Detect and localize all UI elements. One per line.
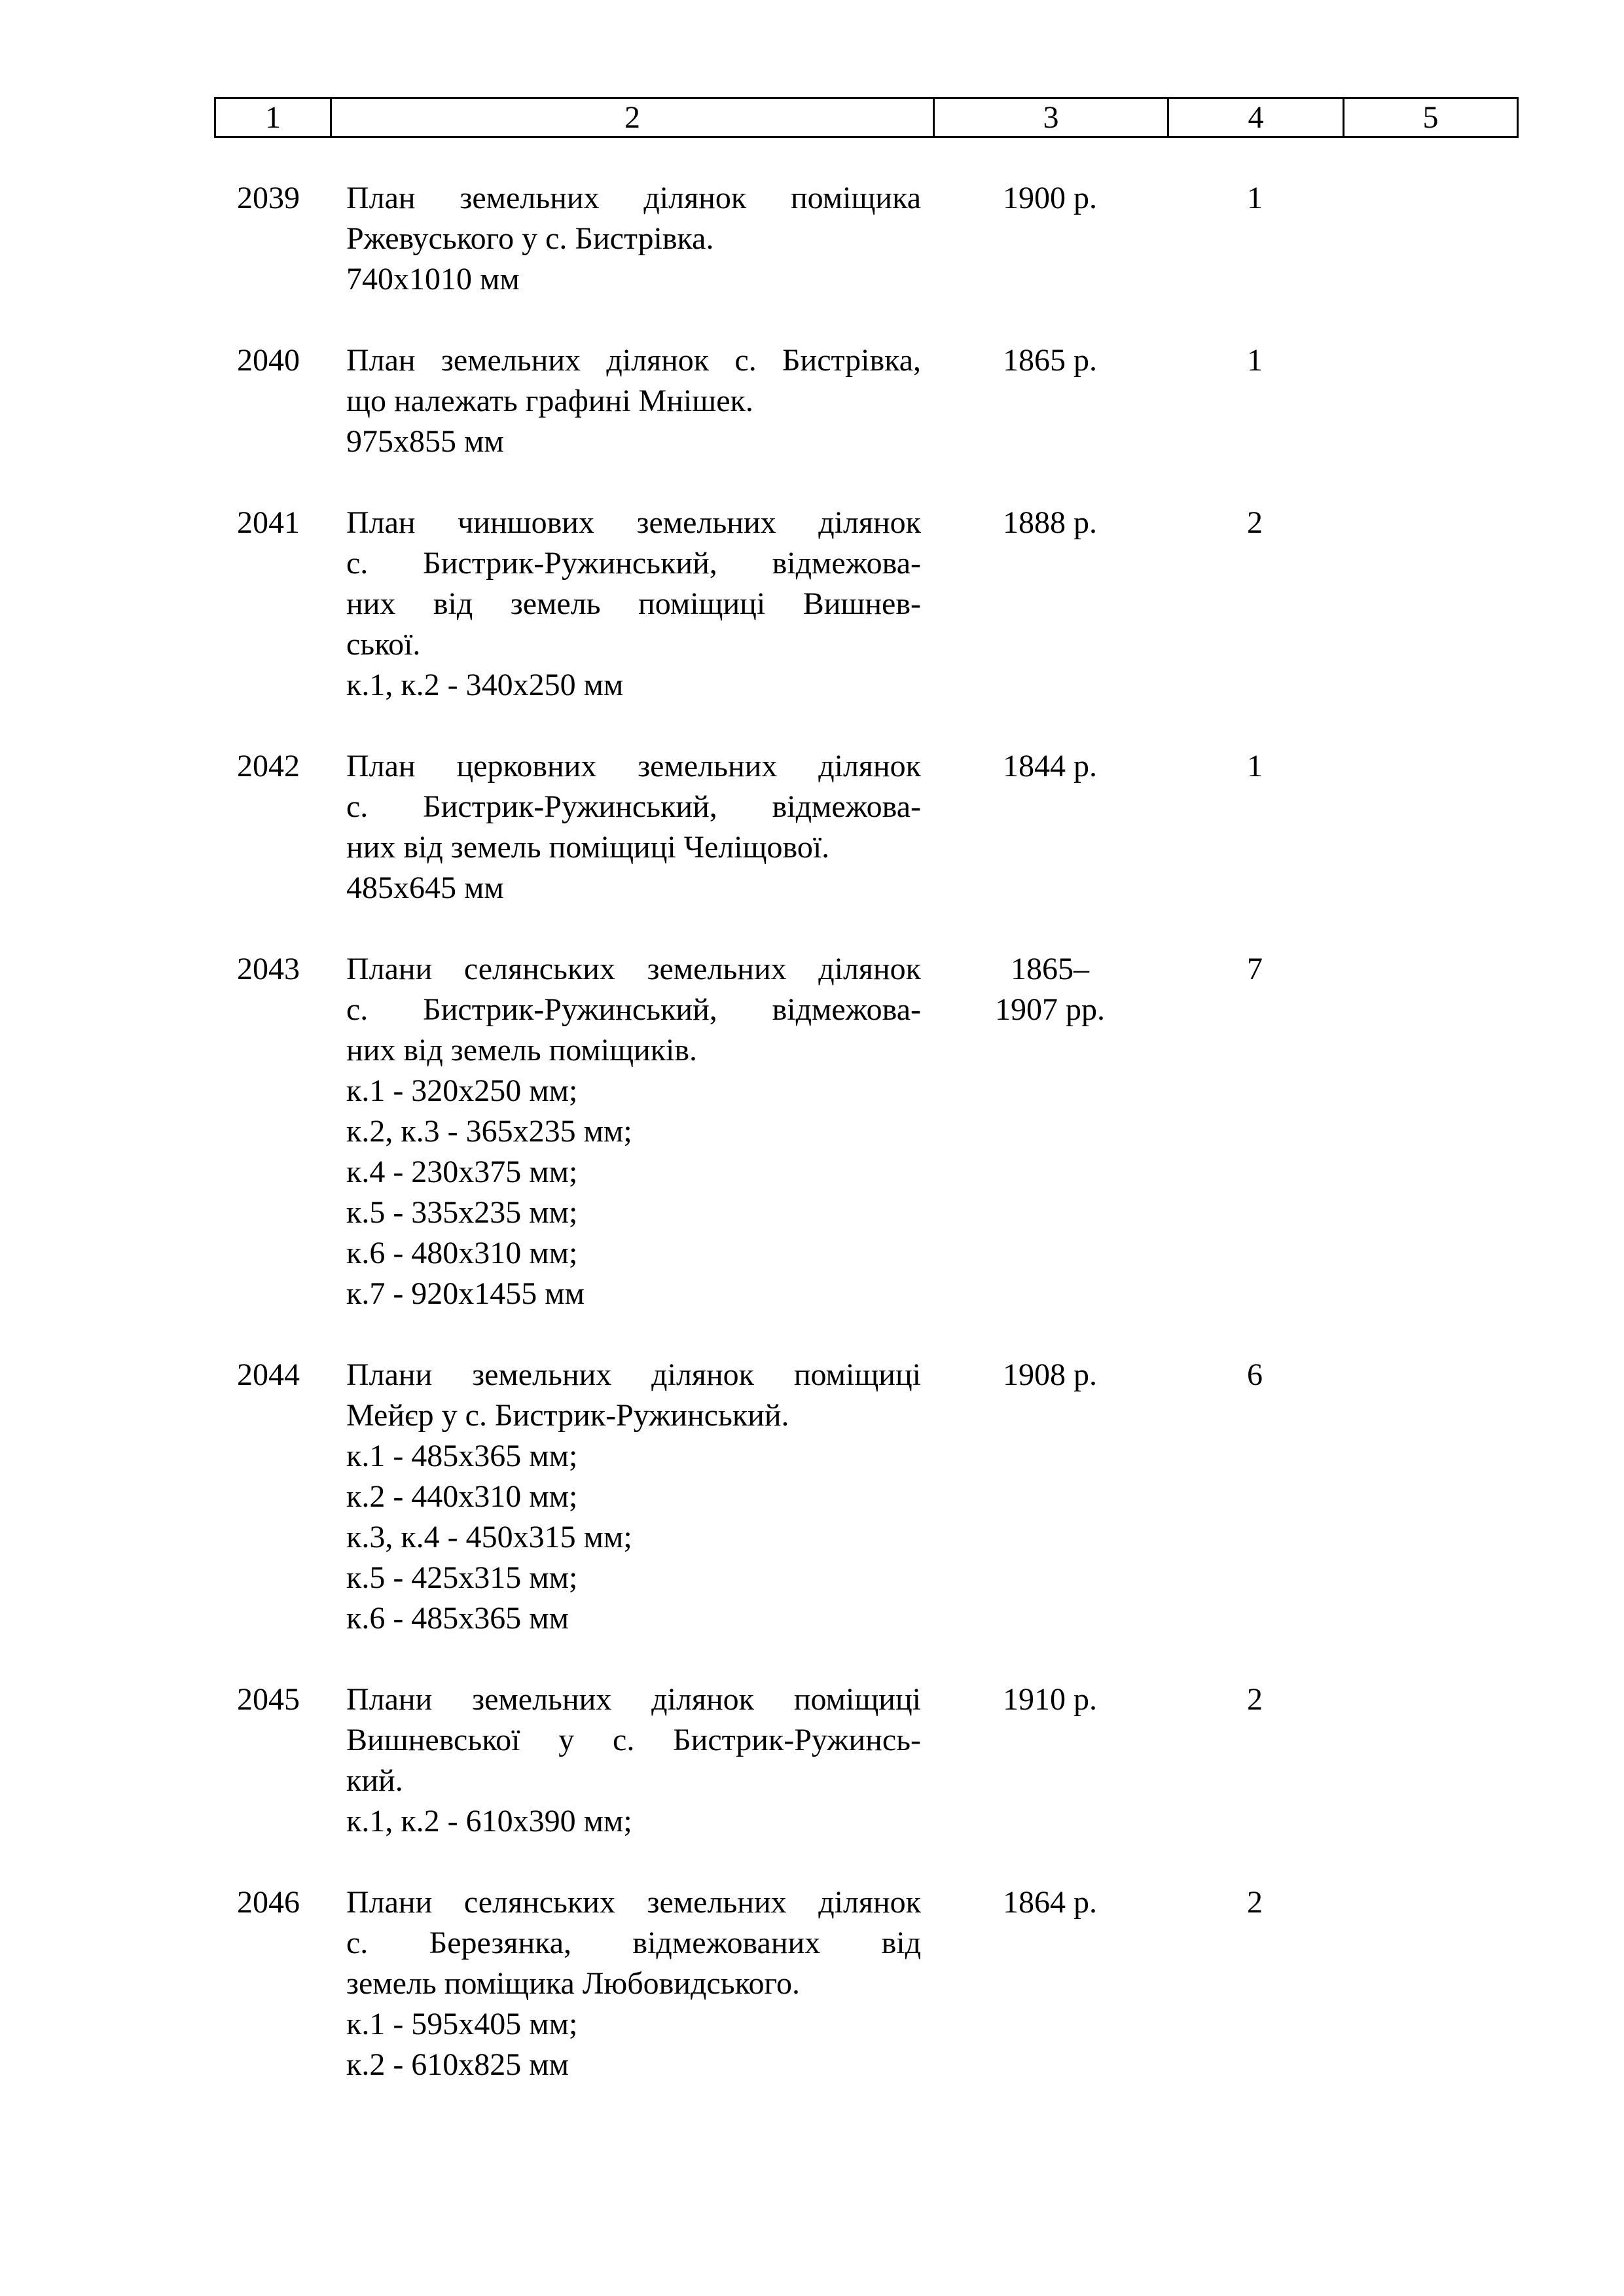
description-line: к.5 - 335х235 мм;	[346, 1195, 578, 1230]
item-notes	[1343, 178, 1519, 300]
description-line: к.1 - 485х365 мм;	[346, 1439, 578, 1473]
description-line: к.2 - 440х310 мм;	[346, 1479, 578, 1514]
date-line: 1907 рр.	[995, 992, 1105, 1027]
description-line: с. Бистрик-Ружинський, відмежова-	[346, 546, 921, 581]
item-count: 2	[1247, 1885, 1263, 1920]
date-line: 1908 р.	[1003, 1357, 1097, 1392]
item-number: 2041	[237, 505, 300, 540]
table-row	[214, 340, 1519, 462]
item-description	[330, 1355, 933, 1639]
description-line: к.6 - 485х365 мм	[346, 1601, 569, 1636]
description-line: Плани селянських земельних ділянок	[346, 1885, 921, 1920]
item-description	[330, 746, 933, 908]
item-count: 1	[1247, 749, 1263, 783]
table-row	[214, 503, 1519, 706]
date-line: 1888 р.	[1003, 505, 1097, 540]
table-row	[214, 1882, 1519, 2085]
item-date	[933, 340, 1167, 462]
description-line: них від земель поміщиків.	[346, 1033, 698, 1067]
item-description	[330, 503, 933, 706]
description-line: к.7 - 920х1455 мм	[346, 1276, 585, 1311]
item-count: 1	[1247, 181, 1263, 215]
description-line: них від земель поміщиці Челіщової.	[346, 830, 830, 865]
date-line: 1910 р.	[1003, 1682, 1097, 1717]
item-count: 6	[1247, 1357, 1263, 1392]
item-number: 2044	[237, 1357, 300, 1392]
description-line: 740х1010 мм	[346, 262, 520, 296]
description-line: земель поміщика Любовидського.	[346, 1966, 800, 2001]
item-date	[933, 746, 1167, 908]
description-line: Вишневської у с. Бистрик-Ружинсь-	[346, 1723, 921, 1757]
date-line: 1865–	[1011, 952, 1089, 986]
description-line: с. Березянка, відмежованих від	[346, 1926, 921, 1960]
date-line: 1900 р.	[1003, 181, 1097, 215]
description-line: к.1 - 595х405 мм;	[346, 2007, 578, 2041]
item-description	[330, 1679, 933, 1842]
description-line: к.6 - 480х310 мм;	[346, 1236, 578, 1270]
description-line: 975х855 мм	[346, 424, 504, 459]
description-line: с. Бистрик-Ружинський, відмежова-	[346, 992, 921, 1027]
description-line: Плани земельних ділянок поміщиці	[346, 1682, 921, 1717]
description-line: Плани земельних ділянок поміщиці	[346, 1357, 921, 1392]
item-notes	[1343, 949, 1519, 1314]
table-row	[214, 746, 1519, 908]
table-row	[214, 1355, 1519, 1639]
item-count: 2	[1247, 1682, 1263, 1717]
description-line: к.1, к.2 - 340х250 мм	[346, 668, 624, 702]
description-line: кий.	[346, 1763, 403, 1798]
description-line: к.2, к.3 - 365х235 мм;	[346, 1114, 632, 1149]
description-line: к.4 - 230х375 мм;	[346, 1155, 578, 1189]
item-date	[933, 178, 1167, 300]
table-row	[214, 949, 1519, 1314]
description-line: к.2 - 610х825 мм	[346, 2047, 569, 2082]
item-number: 2042	[237, 749, 300, 783]
table-row	[214, 178, 1519, 300]
item-description	[330, 1882, 933, 2085]
item-count: 1	[1247, 343, 1263, 378]
description-line: ської.	[346, 627, 421, 662]
item-notes	[1343, 1679, 1519, 1842]
description-line: к.5 - 425х315 мм;	[346, 1560, 578, 1595]
item-number: 2039	[237, 181, 300, 215]
item-number: 2045	[237, 1682, 300, 1717]
item-number: 2046	[237, 1885, 300, 1920]
header-cell-1: 1	[216, 99, 332, 136]
table-row	[214, 1679, 1519, 1842]
item-notes	[1343, 503, 1519, 706]
item-description	[330, 949, 933, 1314]
item-description	[330, 340, 933, 462]
item-notes	[1343, 746, 1519, 908]
item-date	[933, 1355, 1167, 1639]
item-date	[933, 1882, 1167, 2085]
description-line: План чиншових земельних ділянок	[346, 505, 921, 540]
item-date	[933, 949, 1167, 1314]
description-line: к.1 - 320х250 мм;	[346, 1073, 578, 1108]
description-line: 485х645 мм	[346, 870, 504, 905]
description-line: к.3, к.4 - 450х315 мм;	[346, 1520, 632, 1554]
item-count: 7	[1247, 952, 1263, 986]
item-count: 2	[1247, 505, 1263, 540]
table-header	[214, 97, 1519, 138]
item-description	[330, 178, 933, 300]
description-line: План земельних ділянок с. Бистрівка,	[346, 343, 921, 378]
description-line: к.1, к.2 - 610х390 мм;	[346, 1804, 632, 1839]
header-cell-2: 2	[332, 99, 935, 136]
description-line: Плани селянських земельних ділянок	[346, 952, 921, 986]
table-body	[214, 178, 1519, 2126]
header-cell-5: 5	[1422, 100, 1439, 135]
date-line: 1844 р.	[1003, 749, 1097, 783]
item-notes	[1343, 340, 1519, 462]
description-line: них від земель поміщиці Вишнев-	[346, 586, 921, 621]
item-date	[933, 503, 1167, 706]
item-date	[933, 1679, 1167, 1842]
description-line: Мейєр у с. Бистрик-Ружинський.	[346, 1398, 789, 1433]
description-line: с. Бистрик-Ружинський, відмежова-	[346, 789, 921, 824]
description-line: що належать графині Мнішек.	[346, 384, 753, 418]
item-notes	[1343, 1355, 1519, 1639]
item-number: 2043	[237, 952, 300, 986]
date-line: 1865 р.	[1003, 343, 1097, 378]
item-number: 2040	[237, 343, 300, 378]
description-line: План земельних ділянок поміщика	[346, 181, 921, 215]
description-line: Ржевуського у с. Бистрівка.	[346, 221, 714, 256]
item-notes	[1343, 1882, 1519, 2085]
date-line: 1864 р.	[1003, 1885, 1097, 1920]
description-line: План церковних земельних ділянок	[346, 749, 921, 783]
header-cell-4: 4	[1169, 99, 1344, 136]
header-cell-3: 3	[935, 99, 1169, 136]
